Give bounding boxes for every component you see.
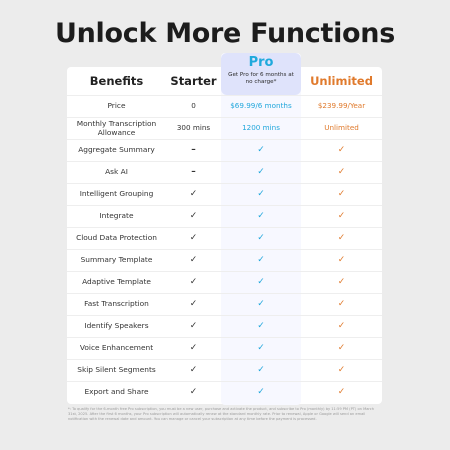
starter-value: 0 (191, 101, 196, 110)
check-icon: ✓ (189, 255, 198, 265)
check-icon: ✓ (337, 343, 346, 353)
check-icon: ✓ (337, 167, 346, 177)
check-icon: ✓ (257, 387, 265, 397)
check-icon: ✓ (257, 211, 265, 221)
row-label: Fast Transcription (84, 299, 149, 308)
row-label: Adaptive Template (82, 277, 151, 286)
row-label: Identify Speakers (84, 321, 149, 330)
table-row (67, 271, 382, 293)
check-icon: ✓ (189, 387, 198, 397)
check-icon: ✓ (337, 321, 346, 331)
check-icon: ✓ (257, 343, 265, 353)
check-icon: ✓ (189, 189, 198, 199)
row-label: Ask AI (105, 167, 128, 176)
dash-icon: – (191, 167, 196, 177)
check-icon: ✓ (189, 365, 198, 375)
table-row (67, 249, 382, 271)
check-icon: ✓ (189, 343, 198, 353)
row-label: Integrate (99, 211, 134, 220)
header-unlimited[interactable]: Unlimited (310, 74, 373, 88)
pro-plan-offer: Get Pro for 6 months at no charge* (228, 72, 294, 85)
table-row (67, 205, 382, 227)
table-header (67, 67, 382, 95)
check-icon: ✓ (257, 233, 265, 243)
check-icon: ✓ (189, 211, 198, 221)
check-icon: ✓ (189, 321, 198, 331)
check-icon: ✓ (257, 145, 265, 155)
row-label: Skip Silent Segments (77, 365, 156, 374)
check-icon: ✓ (337, 255, 346, 265)
row-label: Aggregate Summary (78, 145, 155, 154)
table-row (67, 183, 382, 205)
check-icon: ✓ (337, 145, 346, 155)
check-icon: ✓ (257, 321, 265, 331)
starter-value: 300 mins (176, 123, 211, 132)
check-icon: ✓ (257, 277, 265, 287)
check-icon: ✓ (337, 211, 346, 221)
check-icon: ✓ (337, 233, 346, 243)
table-row (67, 337, 382, 359)
unlimited-value: Unlimited (324, 123, 359, 132)
footnote: *: To qualify for the 6-month free Pro subscription, you must be a new user, purchase and activate the product, and subscribe to Pro (monthly) by 11:59 PM (PT) on March 31st, 2025. After the first 6 months, your Pro subscription will automatically renew at the standard monthly rate. Prior to renewal, Apple or Google will send an email notification with the renewal date and amount. You can manage or cancel your subscription at any time before the payment is processed. (68, 407, 375, 421)
row-label: Voice Enhancement (79, 343, 154, 352)
row-label: Price (107, 101, 126, 110)
check-icon: ✓ (189, 233, 198, 243)
page-title: Unlock More Functions (54, 18, 395, 49)
table-row (67, 315, 382, 337)
check-icon: ✓ (337, 277, 346, 287)
row-label: Intelligent Grouping (79, 189, 154, 198)
row-label: Summary Template (80, 255, 153, 264)
table-row (67, 117, 382, 139)
table-row (67, 381, 382, 403)
header-starter[interactable]: Starter (170, 74, 217, 88)
table-row (67, 95, 382, 117)
check-icon: ✓ (257, 255, 265, 265)
check-icon: ✓ (337, 365, 346, 375)
check-icon: ✓ (337, 299, 346, 309)
check-icon: ✓ (257, 365, 265, 375)
check-icon: ✓ (257, 299, 265, 309)
row-label: Cloud Data Protection (76, 233, 157, 242)
dash-icon: – (191, 145, 196, 155)
table-row (67, 161, 382, 183)
check-icon: ✓ (189, 277, 198, 287)
pro-value: 1200 mins (242, 123, 280, 132)
pro-plan-title: Pro (248, 55, 274, 70)
check-icon: ✓ (337, 387, 346, 397)
check-icon: ✓ (189, 299, 198, 309)
row-label: Export and Share (84, 387, 149, 396)
check-icon: ✓ (337, 189, 346, 199)
header-benefits: Benefits (89, 74, 144, 88)
unlimited-value: $239.99/Year (317, 101, 366, 110)
check-icon: ✓ (257, 189, 265, 199)
check-icon: ✓ (257, 167, 265, 177)
table-row (67, 227, 382, 249)
table-row (67, 139, 382, 161)
pro-value: $69.99/6 months (230, 101, 292, 110)
table-row (67, 359, 382, 381)
row-label: Monthly Transcription Allowance (76, 119, 157, 137)
table-row (67, 293, 382, 315)
